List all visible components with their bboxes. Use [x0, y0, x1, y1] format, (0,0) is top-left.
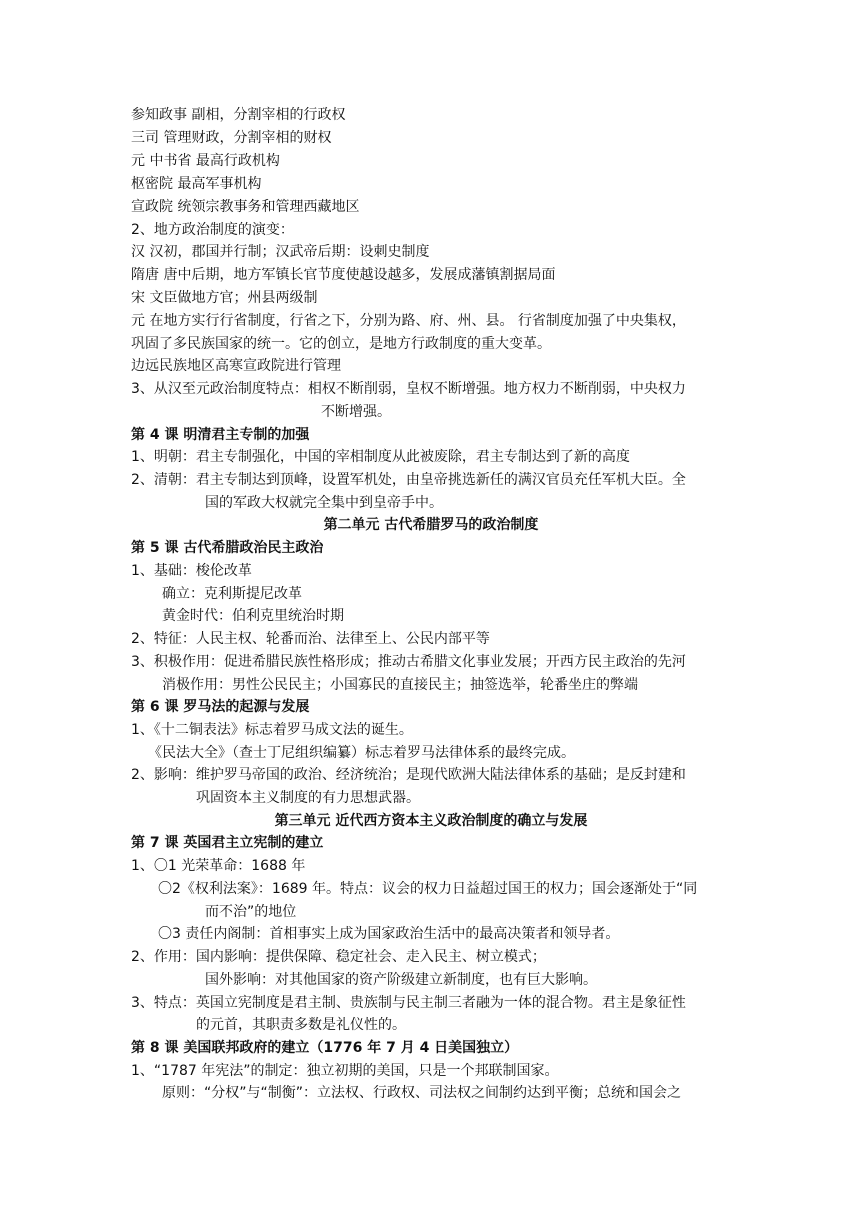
text-line: 汉 汉初，郡国并行制；汉武帝后期：设刺史制度 [131, 244, 430, 260]
text-line: 〇2《权利法案》：1689 年。特点：议会的权力日益超过国王的权力；国会逐渐处于“同 [158, 881, 698, 897]
text-line: 《民法大全》（查士丁尼组织编纂）标志着罗马法律体系的最终完成。 [148, 745, 575, 761]
text-line: 三司 管理财政，分割宰相的财权 [131, 130, 332, 146]
lesson-heading: 第 8 课 美国联邦政府的建立（1776 年 7 月 4 日美国独立） [131, 1040, 519, 1056]
text-line: 国外影响：对其他国家的资产阶级建立新制度，也有巨大影响。 [205, 972, 597, 988]
text-line: 隋唐 唐中后期，地方军镇长官节度使越设越多，发展成藩镇割据局面 [131, 267, 556, 283]
unit-heading: 第二单元 古代希腊罗马的政治制度 [323, 517, 539, 533]
text-line: 1、明朝：君主专制强化，中国的宰相制度从此被废除，君主专制达到了新的高度 [131, 449, 630, 465]
text-line: 巩固资本主义制度的有力思想武器。 [196, 790, 420, 806]
text-line: 黄金时代：伯利克里统治时期 [162, 608, 344, 624]
lesson-heading: 第 6 课 罗马法的起源与发展 [131, 699, 310, 715]
text-line: 宣政院 统领宗教事务和管理西藏地区 [131, 199, 360, 215]
text-line: 元 在地方实行行省制度，行省之下，分别为路、府、州、县。 行省制度加强了中央集权， [131, 313, 686, 329]
text-line: 边远民族地区高寒宣政院进行管理 [131, 358, 341, 374]
text-line: 枢密院 最高军事机构 [131, 176, 262, 192]
text-line: 巩固了多民族国家的统一。它的创立，是地方行政制度的重大变革。 [131, 336, 551, 352]
text-line: 2、地方政治制度的演变： [131, 222, 294, 238]
text-line: 原则：“分权”与“制衡”：立法权、行政权、司法权之间制约达到平衡；总统和国会之 [162, 1085, 682, 1101]
text-line: 2、清朝：君主专制达到顶峰，设置军机处，由皇帝挑选新任的满汉官员充任军机大臣。全 [131, 472, 686, 488]
text-line: 参知政事 副相，分割宰相的行政权 [131, 107, 346, 123]
text-line: 1、“1787 年宪法”的制定：独立初期的美国，只是一个邦联制国家。 [131, 1063, 559, 1079]
text-line: 确立：克利斯提尼改革 [162, 586, 302, 602]
text-line: 3、特点：英国立宪制度是君主制、贵族制与民主制三者融为一体的混合物。君主是象征性 [131, 995, 686, 1011]
text-line: 宋 文臣做地方官；州县两级制 [131, 290, 318, 306]
text-line: 1、《十二铜表法》标志着罗马成文法的诞生。 [131, 722, 413, 738]
text-line: 3、积极作用：促进希腊民族性格形成；推动古希腊文化事业发展；开西方民主政治的先河 [131, 654, 686, 670]
text-line: 的元首，其职责多数是礼仪性的。 [196, 1017, 406, 1033]
text-line: 1、〇1 光荣革命：1688 年 [131, 858, 306, 874]
text-line: 而不治”的地位 [205, 904, 297, 920]
text-line: 3、从汉至元政治制度特点：相权不断削弱，皇权不断增强。地方权力不断削弱，中央权力 [131, 381, 686, 397]
text-line: 元 中书省 最高行政机构 [131, 153, 280, 169]
text-line: 2、特征：人民主权、轮番而治、法律至上、公民内部平等 [131, 631, 490, 647]
text-line: 2、影响：维护罗马帝国的政治、经济统治；是现代欧洲大陆法律体系的基础；是反封建和 [131, 767, 686, 783]
text-line: 1、基础：梭伦改革 [131, 563, 252, 579]
text-line: 不断增强。 [321, 404, 391, 420]
unit-heading: 第三单元 近代西方资本主义政治制度的确立与发展 [274, 813, 588, 829]
text-line: 国的军政大权就完全集中到皇帝手中。 [205, 495, 443, 511]
lesson-heading: 第 4 课 明清君主专制的加强 [131, 427, 310, 443]
lesson-heading: 第 5 课 古代希腊政治民主政治 [131, 540, 324, 556]
text-line: 消极作用：男性公民民主；小国寡民的直接民主；抽签选举，轮番坐庄的弊端 [162, 677, 638, 693]
text-line: 〇3 责任内阁制：首相事实上成为国家政治生活中的最高决策者和领导者。 [158, 926, 620, 942]
lesson-heading: 第 7 课 英国君主立宪制的建立 [131, 835, 324, 851]
text-line: 2、作用：国内影响：提供保障、稳定社会、走入民主、树立模式； [131, 949, 546, 965]
